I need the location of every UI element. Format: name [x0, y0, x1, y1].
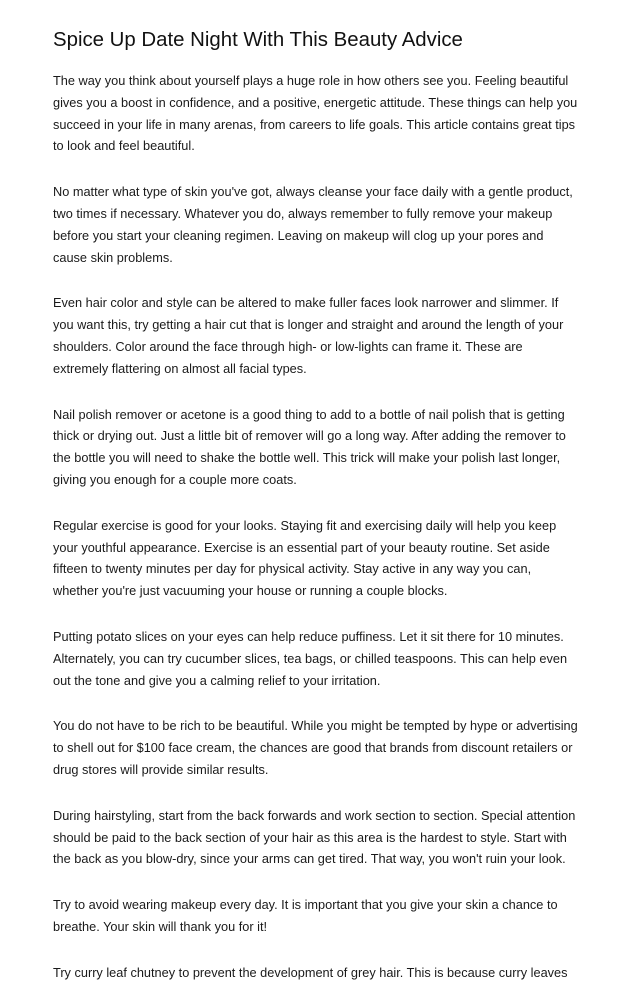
paragraph-line: whether you're just vacuuming your house or running a couple blocks. [53, 583, 448, 599]
paragraph-line: You do not have to be rich to be beautiful. While you might be tempted by hype or advertising [53, 718, 578, 734]
paragraph [53, 626, 593, 691]
paragraph-line: giving you enough for a couple more coats. [53, 471, 297, 487]
paragraph-line: thick or drying out. Just a little bit of remover will go a long way. After adding the remover to [53, 428, 566, 444]
document-content [53, 27, 593, 1008]
paragraph-line: two times if necessary. Whatever you do, always remember to fully remove your makeup [53, 205, 553, 221]
paragraph [53, 70, 593, 157]
paragraph-line: Regular exercise is good for your looks. Staying fit and exercising daily will help you keep [53, 517, 557, 533]
paragraph-line: breathe. Your skin will thank you for it! [53, 918, 268, 934]
document-title: Spice Up Date Night With This Beauty Advice [53, 29, 463, 51]
paragraph-line: Try to avoid wearing makeup every day. It is important that you give your skin a chance to [53, 897, 558, 913]
paragraph-line: extremely flattering on almost all facial types. [53, 360, 307, 376]
paragraph [53, 515, 593, 602]
paragraph-line: before you start your cleaning regimen. Leaving on makeup will clog up your pores and [53, 227, 544, 243]
paragraph-line: the back as you blow-dry, since your arms can get tired. That way, you won't ruin your look. [53, 851, 566, 867]
paragraph-line: should be paid to the back section of your hair as this area is the hardest to style. Start with [53, 829, 567, 845]
paragraph-line: During hairstyling, start from the back forwards and work section to section. Special attention [53, 807, 576, 823]
paragraph-line: gives you a boost in confidence, and a positive, energetic attitude. These things can help you [53, 94, 578, 110]
paragraph [53, 292, 593, 379]
paragraph [53, 404, 593, 491]
paragraph-line: cause skin problems. [53, 249, 173, 265]
paragraph-line: you want this, try getting a hair cut that is longer and straight and around the length of your [53, 317, 564, 333]
paragraph-line: The way you think about yourself plays a huge role in how others see you. Feeling beautiful [53, 73, 569, 88]
paragraph [53, 805, 593, 870]
paragraph-line: fifteen to twenty minutes per day for physical activity. Stay active in any way you can, [53, 561, 532, 577]
paragraph [53, 715, 593, 780]
paragraph-line: Try curry leaf chutney to prevent the development of grey hair. This is because curry leaves [53, 964, 568, 980]
paragraph [53, 894, 593, 938]
paragraph-line: Even hair color and style can be altered to make fuller faces look narrower and slimmer. If [53, 295, 559, 311]
paragraph-line: No matter what type of skin you've got, always cleanse your face daily with a gentle product, [53, 184, 573, 200]
paragraph-line: your youthful appearance. Exercise is an essential part of your beauty routine. Set aside [53, 539, 550, 555]
paragraph-line: shoulders. Color around the face through high- or low-lights can frame it. These are [53, 338, 523, 354]
paragraph-line: Alternately, you can try cucumber slices, tea bags, or chilled teaspoons. This can help even [53, 650, 568, 666]
paragraph [53, 181, 593, 268]
paragraph [53, 962, 593, 984]
paragraph-line: the bottle you will need to shake the bottle well. This trick will make your polish last longer, [53, 450, 561, 466]
paragraph-line: to shell out for $100 face cream, the chances are good that brands from discount retailers or [53, 740, 573, 756]
paragraph-line: Nail polish remover or acetone is a good thing to add to a bottle of nail polish that is getting [53, 406, 565, 422]
document-body [53, 70, 593, 984]
paragraph-line: Putting potato slices on your eyes can help reduce puffiness. Let it sit there for 10 minutes. [53, 628, 564, 644]
paragraph-line: out the tone and give you a calming relief to your irritation. [53, 672, 381, 688]
paragraph-line: to look and feel beautiful. [53, 138, 195, 154]
paragraph-line: succeed in your life in many arenas, from careers to life goals. This article contains great tips [53, 116, 576, 132]
paragraph-line: drug stores will provide similar results. [53, 761, 269, 777]
